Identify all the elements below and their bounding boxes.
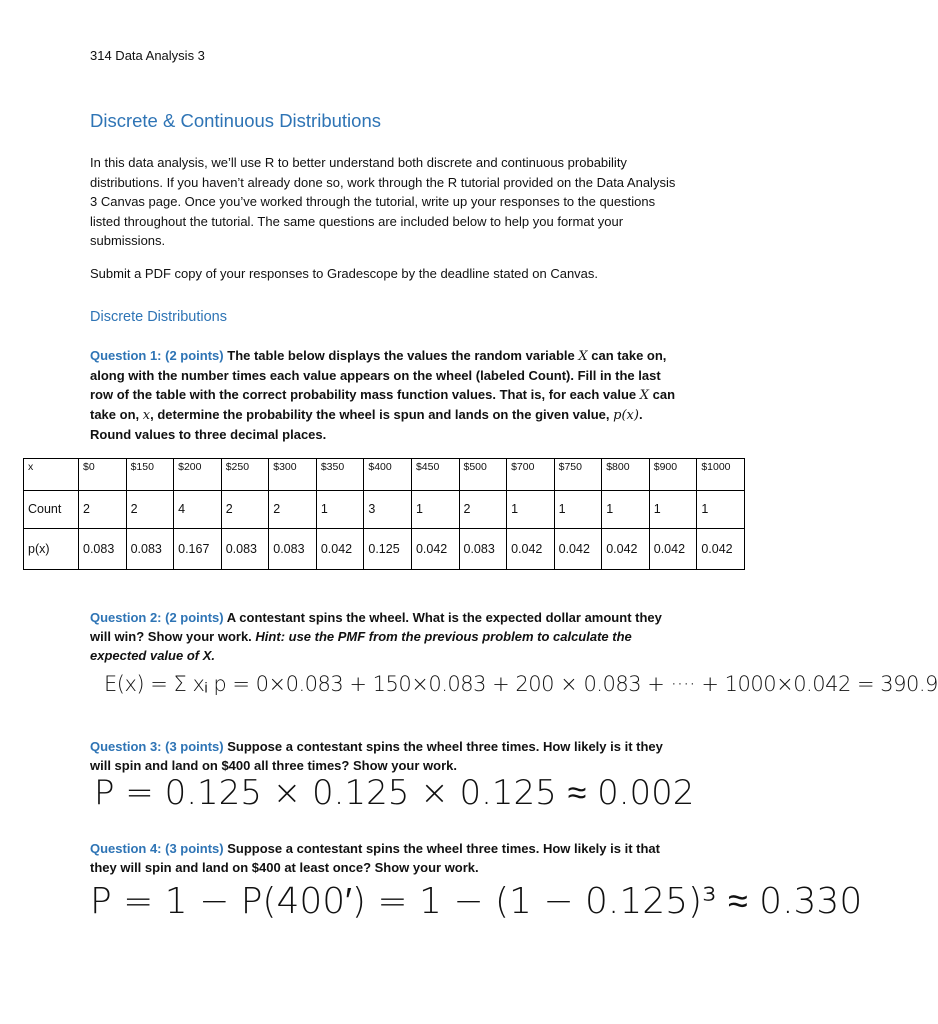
- question-1: [90, 346, 680, 444]
- x-value-cell: $1000: [697, 459, 745, 491]
- math-X: X: [578, 349, 588, 364]
- x-value-cell: $750: [554, 459, 602, 491]
- probability-cell: 0.042: [554, 528, 602, 569]
- x-value-cell: $350: [316, 459, 364, 491]
- question-4-handwritten-answer: P = 1 − P(400′) = 1 − (1 − 0.125)³ ≈ 0.330: [90, 881, 863, 922]
- count-cell: 1: [554, 491, 602, 528]
- question-3-text: Suppose a contestant spins the wheel three times. How likely is it they will spin and land on $400 all three times? Show your work.: [90, 739, 663, 773]
- probability-cell: 0.167: [174, 528, 222, 569]
- table-row-px: [24, 528, 745, 569]
- count-cell: 2: [269, 491, 317, 528]
- probability-cell: 0.083: [269, 528, 317, 569]
- count-cell: 1: [649, 491, 697, 528]
- x-value-cell: $500: [459, 459, 507, 491]
- x-value-cell: $200: [174, 459, 222, 491]
- question-4: [90, 839, 680, 877]
- question-2-hint: Hint: use the PMF from the previous problem to calculate the expected value of X.: [90, 629, 632, 663]
- x-value-cell: $250: [221, 459, 269, 491]
- submission-instructions: Submit a PDF copy of your responses to Gradescope by the deadline stated on Canvas.: [90, 266, 599, 281]
- question-3: [90, 737, 680, 775]
- probability-cell: 0.042: [507, 528, 555, 569]
- row-header-x: x: [24, 459, 79, 491]
- section-heading: Discrete Distributions: [90, 309, 227, 325]
- x-value-cell: $700: [507, 459, 555, 491]
- pmf-table: [23, 458, 745, 570]
- count-cell: 1: [602, 491, 650, 528]
- count-cell: 1: [507, 491, 555, 528]
- count-cell: 1: [697, 491, 745, 528]
- count-cell: 2: [79, 491, 127, 528]
- row-header-px: p(x): [24, 528, 79, 569]
- x-value-cell: $300: [269, 459, 317, 491]
- count-cell: 1: [411, 491, 459, 528]
- count-cell: 2: [126, 491, 174, 528]
- probability-cell: 0.042: [602, 528, 650, 569]
- question-1-text-3: can take on,: [90, 387, 676, 422]
- probability-cell: 0.042: [411, 528, 459, 569]
- question-1-text-4: , determine the probability the wheel is spun and lands on the given value,: [150, 407, 610, 422]
- question-2-text: A contestant spins the wheel. What is the expected dollar amount they will win? Show your work.: [90, 610, 662, 644]
- question-1-text-1: The table below displays the values the random variable: [227, 348, 575, 363]
- table-row-count: [24, 491, 745, 528]
- math-px: p(x): [613, 408, 639, 423]
- math-X: X: [639, 388, 650, 403]
- question-1-label: Question 1: (2 points): [90, 348, 224, 363]
- count-cell: 2: [459, 491, 507, 528]
- probability-cell: 0.083: [126, 528, 174, 569]
- x-value-cell: $0: [79, 459, 127, 491]
- count-cell: 1: [316, 491, 364, 528]
- intro-paragraph: In this data analysis, we’ll use R to better understand both discrete and continuous probability distributions. If you haven’t already done so, work through the R tutorial provided on the Data Analysis 3 Canvas page. Once you’ve worked through the tutorial, write up your responses to the questions listed throughout the tutorial. The same questions are included below to help you format your submissions.: [90, 155, 676, 248]
- probability-cell: 0.083: [221, 528, 269, 569]
- question-1-text-5: . Round values to three decimal places.: [90, 407, 643, 442]
- x-value-cell: $150: [126, 459, 174, 491]
- probability-cell: 0.042: [697, 528, 745, 569]
- probability-cell: 0.042: [316, 528, 364, 569]
- x-value-cell: $450: [411, 459, 459, 491]
- question-4-text: Suppose a contestant spins the wheel three times. How likely is it that they will spin and land on $400 at least once? Show your work.: [90, 841, 660, 875]
- probability-cell: 0.125: [364, 528, 412, 569]
- probability-cell: 0.042: [649, 528, 697, 569]
- question-1-text-2: can take on, along with the number times each value appears on the wheel (labeled Count). Fill in the last row of the table with the correct probability mass function values. That is, for each value: [90, 348, 667, 402]
- count-cell: 3: [364, 491, 412, 528]
- question-2-handwritten-answer: E(x) = Σ xᵢ p = 0×0.083 + 150×0.083 + 200 × 0.083 + ···· + 1000×0.042 = 390.9: [104, 672, 938, 696]
- count-cell: 2: [221, 491, 269, 528]
- page-title: Discrete & Continuous Distributions: [90, 110, 381, 131]
- question-2-label: Question 2: (2 points): [90, 610, 224, 625]
- table-row-x: [24, 459, 745, 491]
- count-cell: 4: [174, 491, 222, 528]
- row-header-count: Count: [24, 491, 79, 528]
- question-2: [90, 608, 680, 665]
- course-header: 314 Data Analysis 3: [90, 48, 205, 63]
- question-3-label: Question 3: (3 points): [90, 739, 224, 754]
- question-4-label: Question 4: (3 points): [90, 841, 224, 856]
- math-x: x: [142, 408, 151, 423]
- x-value-cell: $800: [602, 459, 650, 491]
- question-3-handwritten-answer: P = 0.125 × 0.125 × 0.125 ≈ 0.002: [94, 773, 695, 813]
- x-value-cell: $900: [649, 459, 697, 491]
- probability-cell: 0.083: [459, 528, 507, 569]
- probability-cell: 0.083: [79, 528, 127, 569]
- x-value-cell: $400: [364, 459, 412, 491]
